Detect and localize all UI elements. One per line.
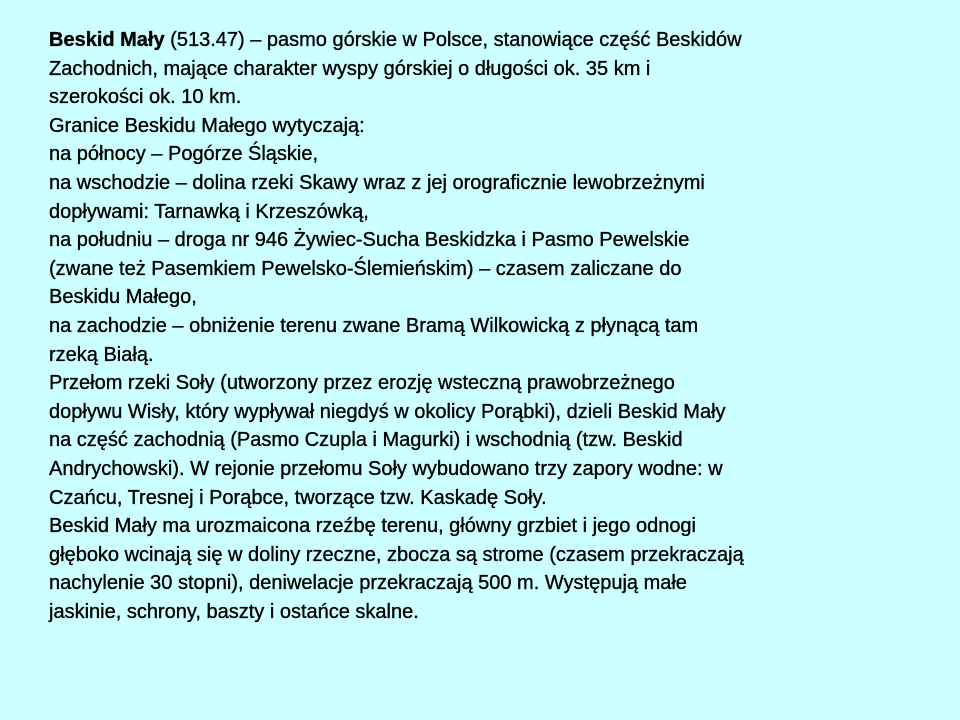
text-line-8: na południu – droga nr 946 Żywiec-Sucha Beskidzka i Pasmo Pewelskie [49,229,690,252]
text-line-15: na część zachodnią (Pasmo Czupla i Magurki) i wschodnią (tzw. Beskid [49,429,683,452]
text-line-20: nachylenie 30 stopni), deniwelacje przekraczają 500 m. Występują małe [49,572,687,595]
text-line-1 [49,26,919,55]
text-line-21: jaskinie, schrony, baszty i ostańce skalne. [49,600,419,623]
text-line-3: szerokości ok. 10 km. [49,86,242,109]
text-line-11: na zachodzie – obniżenie terenu zwane Bramą Wilkowicką z płynącą tam [49,314,699,337]
text-line-12: rzeką Białą. [49,343,154,366]
text-line-1-rest: (513.47) – pasmo górskie w Polsce, stanowiące część Beskidów [164,29,742,51]
text-line-19: głęboko wcinają się w doliny rzeczne, zbocza są strome (czasem przekraczają [49,543,744,566]
text-line-6: na wschodzie – dolina rzeki Skawy wraz z jej orograficznie lewobrzeżnymi [49,171,705,194]
text-line-10: Beskidu Małego, [49,286,197,309]
text-line-4: Granice Beskidu Małego wytyczają: [49,114,365,137]
text-line-5: na północy – Pogórze Śląskie, [49,143,319,166]
text-line-18: Beskid Mały ma urozmaicona rzeźbę terenu, główny grzbiet i jego odnogi [49,515,697,538]
text-line-17: Czańcu, Tresnej i Porąbce, tworzące tzw. Kaskadę Soły. [49,486,547,509]
text-line-16: Andrychowski). W rejonie przełomu Soły wybudowano trzy zapory wodne: w [49,457,723,480]
text-line-2: Zachodnich, mające charakter wyspy górskiej o długości ok. 35 km i [49,57,651,80]
slide-text-block [49,26,919,626]
text-line-14: dopływu Wisły, który wypływał niegdyś w okolicy Porąbki), dzieli Beskid Mały [49,400,726,423]
text-line-7: dopływami: Tarnawką i Krzeszówką, [49,200,369,223]
text-line-9: (zwane też Pasemkiem Pewelsko-Ślemieńskim) – czasem zaliczane do [49,257,682,280]
term-heading: Beskid Mały [49,29,165,51]
text-line-13: Przełom rzeki Soły (utworzony przez erozję wsteczną prawobrzeżnego [49,372,675,395]
